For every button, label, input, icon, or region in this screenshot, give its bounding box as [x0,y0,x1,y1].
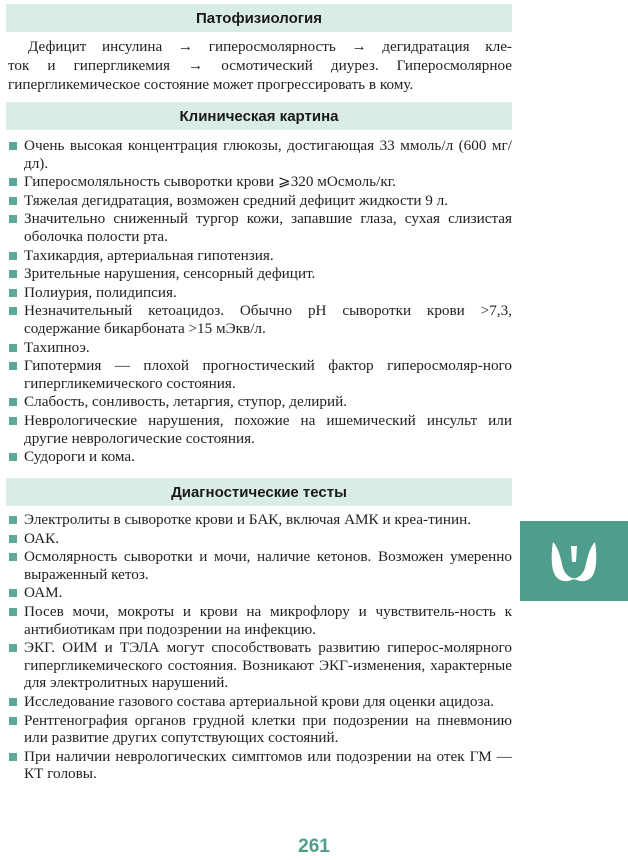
square-bullet-icon [9,142,17,150]
diagnostic-tests-list [8,511,512,783]
square-bullet-icon [9,553,17,561]
list-item-text: Рентгенография органов грудной клетки при подозрении на пневмонию или развитие других сопутствующих состояний. [24,711,512,747]
square-bullet-icon [9,516,17,524]
list-item-text: Тяжелая дегидратация, возможен средний дефицит жидкости 9 л. [24,191,449,209]
square-bullet-icon [9,398,17,406]
list-item [8,173,512,191]
diagnostic-tests-title: Диагностические тесты [171,483,347,501]
list-item [8,210,512,245]
square-bullet-icon [9,270,17,278]
list-item [8,393,512,411]
list-item [8,639,512,692]
square-bullet-icon [9,344,17,352]
square-bullet-icon [9,178,17,186]
list-item [8,603,512,638]
list-item-text: Незначительный кетоацидоз. Обычно pH сыворотки крови >7,3, содержание бикарбоната >15 мЭкв/л. [24,302,512,337]
list-item [8,412,512,447]
list-item-text: Тахикардия, артериальная гипотензия. [24,246,274,264]
square-bullet-icon [9,289,17,297]
square-bullet-icon [9,215,17,223]
list-item [8,693,512,711]
list-item [8,302,512,337]
list-item-text: ЭКГ. ОИМ и ТЭЛА могут способствовать развитию гиперос-молярного гипергликемического состояния. Возникают ЭКГ-изменения, характерные для электролитных нарушений. [24,639,512,692]
pathophysiology-text [8,37,512,94]
list-item-text: Очень высокая концентрация глюкозы, достигающая 33 ммоль/л (600 мг/дл). [24,137,512,172]
list-item-text: Исследование газового состава артериальной крови для оценки ацидоза. [24,692,495,710]
list-item-text: Зрительные нарушения, сенсорный дефицит. [24,265,316,283]
clinical-picture-header [6,102,512,130]
clinical-picture-title: Клиническая картина [179,107,339,125]
list-item-text: Полиурия, полидипсия. [24,283,177,301]
square-bullet-icon [9,644,17,652]
thyroid-gland-icon [549,538,599,584]
list-item-text: ОАМ. [24,584,63,602]
pathophysiology-header [6,4,512,32]
page-number: 261 [298,836,330,857]
list-item [8,712,512,747]
square-bullet-icon [9,197,17,205]
list-item-text: Гиперосмоляльность сыворотки крови ⩾320 мОсмоль/кг. [24,173,397,191]
list-item [8,284,512,302]
list-item-text: ОАК. [24,529,60,547]
list-item [8,192,512,210]
square-bullet-icon [9,252,17,260]
square-bullet-icon [9,698,17,706]
list-item [8,265,512,283]
diagnostic-tests-header [6,478,512,506]
list-item-text: Осмолярность сыворотки и мочи, наличие кетонов. Возможен умеренно выраженный кетоз. [24,548,512,583]
pathophysiology-text-rest: ток и гипергликемия → осмотический диурез. Гиперосмолярное гипергликемическое состояние может прогрессировать в кому. [8,57,512,93]
list-item [8,530,512,548]
list-item-text: Посев мочи, мокроты и крови на микрофлору и чувствитель-ность к антибиотикам при подозрении на инфекцию. [24,602,512,638]
pathophysiology-title: Патофизиология [196,9,322,27]
list-item [8,247,512,265]
list-item [8,548,512,583]
square-bullet-icon [9,589,17,597]
list-item [8,448,512,466]
list-item-text: Слабость, сонливость, летаргия, ступор, делирий. [24,393,348,411]
list-item [8,584,512,602]
list-item-text: Гипотермия — плохой прогностический фактор гиперосмоляр-ного гипергликемического состояния. [24,357,512,392]
chapter-thumb-tab[interactable] [520,521,628,601]
square-bullet-icon [9,453,17,461]
square-bullet-icon [9,753,17,761]
list-item [8,511,512,529]
list-item [8,339,512,357]
list-item [8,748,512,783]
list-item-text: Судороги и кома. [24,448,135,466]
pathophysiology-text-first-line: Дефицит инсулина → гиперосмолярность → дегидратация кле- [28,38,512,55]
square-bullet-icon [9,307,17,315]
list-item-text: Тахипноэ. [24,338,90,356]
square-bullet-icon [9,362,17,370]
list-item-text: Значительно сниженный тургор кожи, запавшие глаза, сухая слизистая оболочка полости рта. [24,210,512,245]
square-bullet-icon [9,608,17,616]
list-item [8,357,512,392]
list-item-text: Неврологические нарушения, похожие на ишемический инсульт или другие неврологические состояния. [24,411,512,447]
list-item-text: Электролиты в сыворотке крови и БАК, включая АМК и креа-тинин. [24,511,472,528]
list-item [8,137,512,172]
clinical-picture-list [8,137,512,466]
list-item-text: При наличии неврологических симптомов или подозрении на отек ГМ — КТ головы. [24,747,512,783]
square-bullet-icon [9,717,17,725]
square-bullet-icon [9,417,17,425]
square-bullet-icon [9,535,17,543]
